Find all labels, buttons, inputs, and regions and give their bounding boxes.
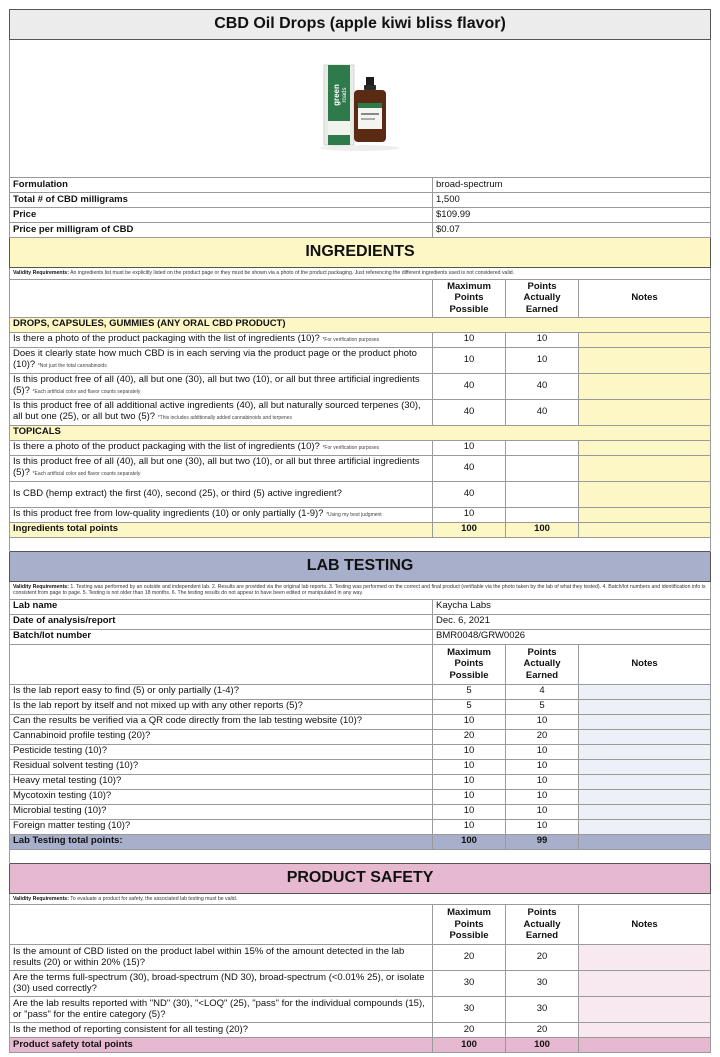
total-max: 100: [433, 522, 506, 537]
question-cell: [10, 729, 433, 744]
question-text: Can the results be verified via a QR code directly from the lab testing website (10)?: [13, 715, 363, 727]
notes-cell: [579, 507, 711, 522]
svg-text:green: green: [332, 83, 342, 106]
notes-cell: [579, 774, 711, 789]
total-earned: 100: [506, 1038, 579, 1053]
info-value: Dec. 6, 2021: [433, 614, 711, 629]
info-row: [10, 193, 711, 208]
group-heading: DROPS, CAPSULES, GUMMIES (ANY ORAL CBD PRODUCT): [10, 317, 711, 332]
notes-cell: [579, 684, 711, 699]
column-header-row: [10, 905, 711, 945]
question-text: Pesticide testing (10)?: [13, 745, 107, 757]
info-value: 1,500: [433, 193, 711, 208]
column-header-earned: Points Actually Earned: [506, 905, 579, 945]
question-cell: [10, 774, 433, 789]
notes-cell: [579, 997, 711, 1023]
max-points: 5: [433, 699, 506, 714]
section-heading-row: [10, 551, 711, 581]
question-note: *Each artificial color and flavor counts separately: [32, 471, 141, 477]
total-max: 100: [433, 834, 506, 849]
notes-cell: [579, 729, 711, 744]
earned-points: 5: [506, 699, 579, 714]
question-text: Is this product free of all additional active ingredients (40), all but naturally sourced terpenes (30), all but one (25), or all but two (5)?: [13, 400, 421, 422]
total-notes: [579, 522, 711, 537]
question-cell: [10, 819, 433, 834]
question-row: [10, 455, 711, 481]
earned-points: [506, 507, 579, 522]
question-cell: [10, 1023, 433, 1038]
column-header-max: Maximum Points Possible: [433, 644, 506, 684]
question-cell: [10, 373, 433, 399]
question-row: [10, 373, 711, 399]
scorecard-sheet: [9, 9, 710, 1053]
notes-cell: [579, 347, 711, 373]
validity-requirements: [10, 581, 711, 599]
question-text: Is there a photo of the product packaging with the list of ingredients (10)?: [13, 333, 320, 345]
info-label: Batch/lot number: [10, 629, 433, 644]
column-header-max: Maximum Points Possible: [433, 279, 506, 317]
question-text: Are the terms full-spectrum (30), broad-spectrum (ND 30), broad-spectrum (<0.01% 25), or isolate (30) used correctly?: [13, 971, 425, 994]
notes-cell: [579, 714, 711, 729]
question-row: [10, 729, 711, 744]
notes-cell: [579, 455, 711, 481]
max-points: 20: [433, 1023, 506, 1038]
question-text: Foreign matter testing (10)?: [13, 820, 131, 832]
notes-cell: [579, 332, 711, 347]
scorecard-body: [10, 10, 711, 1053]
earned-points: 10: [506, 347, 579, 373]
validity-label: Validity Requirements:: [13, 583, 69, 590]
spacer-cell: [10, 537, 711, 551]
product-image-cell: [10, 40, 711, 178]
question-note: *Using my best judgment: [326, 512, 382, 519]
question-row: [10, 699, 711, 714]
max-points: 10: [433, 440, 506, 455]
question-note: *Each artificial color and flavor counts separately: [32, 389, 141, 395]
group-heading-row: [10, 425, 711, 440]
column-header-notes: Notes: [579, 644, 711, 684]
total-row: [10, 834, 711, 849]
info-row: [10, 208, 711, 223]
earned-points: 20: [506, 945, 579, 971]
notes-cell: [579, 819, 711, 834]
max-points: 20: [433, 729, 506, 744]
info-label: Lab name: [10, 599, 433, 614]
section-heading: INGREDIENTS: [10, 238, 711, 268]
total-max: 100: [433, 1038, 506, 1053]
info-value: $109.99: [433, 208, 711, 223]
validity-requirements: [10, 893, 711, 905]
question-row: [10, 440, 711, 455]
question-text: Residual solvent testing (10)?: [13, 760, 139, 772]
question-cell: [10, 789, 433, 804]
earned-points: 30: [506, 971, 579, 997]
earned-points: 10: [506, 714, 579, 729]
spacer-cell: [10, 849, 711, 863]
earned-points: 20: [506, 1023, 579, 1038]
validity-text: To evaluate a product for safety, the associated lab testing must be valid.: [68, 895, 238, 902]
column-header-blank: [10, 279, 433, 317]
question-row: [10, 774, 711, 789]
notes-cell: [579, 804, 711, 819]
info-label: Formulation: [10, 178, 433, 193]
info-row: [10, 223, 711, 238]
question-cell: [10, 455, 433, 481]
info-row: [10, 629, 711, 644]
info-label: Price per milligram of CBD: [10, 223, 433, 238]
notes-cell: [579, 789, 711, 804]
question-text: Mycotoxin testing (10)?: [13, 790, 112, 802]
max-points: 10: [433, 759, 506, 774]
column-header-earned: Points Actually Earned: [506, 644, 579, 684]
validity-row: [10, 268, 711, 280]
question-row: [10, 971, 711, 997]
question-cell: [10, 804, 433, 819]
question-cell: [10, 347, 433, 373]
question-row: [10, 1023, 711, 1038]
notes-cell: [579, 481, 711, 507]
max-points: 30: [433, 997, 506, 1023]
notes-cell: [579, 759, 711, 774]
question-text: Is there a photo of the product packaging with the list of ingredients (10)?: [13, 441, 320, 453]
column-header-blank: [10, 644, 433, 684]
question-text: Cannabinoid profile testing (20)?: [13, 730, 151, 742]
max-points: 10: [433, 347, 506, 373]
question-row: [10, 332, 711, 347]
question-row: [10, 481, 711, 507]
max-points: 10: [433, 744, 506, 759]
column-header-earned: Points Actually Earned: [506, 279, 579, 317]
question-cell: [10, 684, 433, 699]
question-note: *For verification purposes: [322, 445, 380, 452]
notes-cell: [579, 945, 711, 971]
earned-points: [506, 481, 579, 507]
info-value: Kaycha Labs: [433, 599, 711, 614]
info-value: $0.07: [433, 223, 711, 238]
total-earned: 99: [506, 834, 579, 849]
total-label: Product safety total points: [10, 1038, 433, 1053]
validity-row: [10, 893, 711, 905]
column-header-row: [10, 279, 711, 317]
question-row: [10, 684, 711, 699]
max-points: 5: [433, 684, 506, 699]
earned-points: 4: [506, 684, 579, 699]
info-value: broad-spectrum: [433, 178, 711, 193]
total-notes: [579, 834, 711, 849]
info-label: Total # of CBD milligrams: [10, 193, 433, 208]
question-note: *Not just the total cannabinoids: [37, 363, 107, 369]
earned-points: 10: [506, 744, 579, 759]
notes-cell: [579, 699, 711, 714]
max-points: 10: [433, 789, 506, 804]
question-row: [10, 819, 711, 834]
max-points: 10: [433, 774, 506, 789]
section-heading: LAB TESTING: [10, 551, 711, 581]
question-text: Is CBD (hemp extract) the first (40), second (25), or third (5) active ingredient?: [13, 487, 342, 499]
validity-label: Validity Requirements:: [13, 270, 69, 276]
question-row: [10, 804, 711, 819]
group-heading-row: [10, 317, 711, 332]
question-note: *For verification purposes: [322, 337, 380, 344]
question-text: Is this product free of all (40), all but one (30), all but two (10), or all but three artificial ingredients (5)?: [13, 456, 420, 478]
question-cell: [10, 399, 433, 425]
question-row: [10, 399, 711, 425]
question-row: [10, 714, 711, 729]
question-text: Is the method of reporting consistent for all testing (20)?: [13, 1023, 248, 1035]
question-cell: [10, 440, 433, 455]
column-header-row: [10, 644, 711, 684]
notes-cell: [579, 373, 711, 399]
question-cell: [10, 507, 433, 522]
question-cell: [10, 945, 433, 971]
validity-text: 1. Testing was performed by an outside and independent lab. 2. Results are provided via the original lab reports. 3. Testing was performed on the correct and final product (verifiable via the photo taken by the lab of what they tested). 4. Batch/lot numbers and identification info is consistent from page to page. 5. Testing is not older than 18 months. 6. The testing results do not appear to have been edited or manipulated in any way.: [13, 583, 706, 596]
max-points: 10: [433, 804, 506, 819]
question-cell: [10, 971, 433, 997]
validity-label: Validity Requirements:: [13, 895, 69, 902]
product-title: CBD Oil Drops (apple kiwi bliss flavor): [10, 10, 711, 40]
question-cell: [10, 759, 433, 774]
total-label: Ingredients total points: [10, 522, 433, 537]
question-text: Is the amount of CBD listed on the product label within 15% of the amount detected in the lab results (20) or within 20% (15)?: [13, 945, 405, 968]
max-points: 10: [433, 714, 506, 729]
info-row: [10, 599, 711, 614]
earned-points: [506, 440, 579, 455]
question-row: [10, 744, 711, 759]
group-heading: TOPICALS: [10, 425, 711, 440]
question-cell: [10, 714, 433, 729]
earned-points: 20: [506, 729, 579, 744]
question-cell: [10, 332, 433, 347]
notes-cell: [579, 971, 711, 997]
info-row: [10, 178, 711, 193]
earned-points: 10: [506, 819, 579, 834]
svg-text:roads: roads: [342, 87, 349, 103]
question-row: [10, 759, 711, 774]
question-text: Is this product free from low-quality ingredients (10) or only partially (1-9)?: [13, 508, 324, 520]
section-spacer: [10, 849, 711, 863]
earned-points: 10: [506, 789, 579, 804]
question-row: [10, 997, 711, 1023]
question-cell: [10, 744, 433, 759]
info-value: BMR0048/GRW0026: [433, 629, 711, 644]
total-row: [10, 522, 711, 537]
question-text: Are the lab results reported with "ND" (30), "<LOQ" (25), "pass" for the individual compounds (15), or "pass" for the entire category (5)?: [13, 997, 425, 1020]
question-row: [10, 945, 711, 971]
product-photo-icon: [310, 59, 410, 155]
max-points: 40: [433, 373, 506, 399]
max-points: 30: [433, 971, 506, 997]
scorecard-table: [9, 9, 711, 1053]
column-header-blank: [10, 905, 433, 945]
question-text: Is the lab report by itself and not mixed up with any other reports (5)?: [13, 700, 303, 712]
max-points: 40: [433, 455, 506, 481]
question-row: [10, 507, 711, 522]
question-text: Microbial testing (10)?: [13, 805, 107, 817]
question-cell: [10, 481, 433, 507]
info-row: [10, 614, 711, 629]
earned-points: [506, 455, 579, 481]
question-text: Is this product free of all (40), all but one (30), all but two (10), or all but three artificial ingredients (5)?: [13, 374, 420, 396]
total-label: Lab Testing total points:: [10, 834, 433, 849]
max-points: 40: [433, 399, 506, 425]
earned-points: 10: [506, 332, 579, 347]
question-note: *This includes additionally added cannabinoids and terpenes: [157, 415, 292, 421]
max-points: 10: [433, 819, 506, 834]
question-cell: [10, 699, 433, 714]
question-text: Is the lab report easy to find (5) or only partially (1-4)?: [13, 685, 239, 697]
earned-points: 30: [506, 997, 579, 1023]
notes-cell: [579, 440, 711, 455]
column-header-notes: Notes: [579, 905, 711, 945]
total-row: [10, 1038, 711, 1053]
notes-cell: [579, 1023, 711, 1038]
total-notes: [579, 1038, 711, 1053]
max-points: 10: [433, 332, 506, 347]
earned-points: 10: [506, 804, 579, 819]
validity-text: An ingredients list must be explicitly listed on the product page or they must be shown via a photo of the product packaging. Just referencing the different ingredients used is not considered valid.: [68, 270, 515, 276]
question-row: [10, 789, 711, 804]
validity-requirements: [10, 268, 711, 280]
max-points: 10: [433, 507, 506, 522]
earned-points: 10: [506, 774, 579, 789]
section-heading-row: [10, 238, 711, 268]
max-points: 40: [433, 481, 506, 507]
total-earned: 100: [506, 522, 579, 537]
question-text: Does it clearly state how much CBD is in each serving via the product page or the product photo (10)?: [13, 348, 417, 370]
earned-points: 40: [506, 399, 579, 425]
column-header-max: Maximum Points Possible: [433, 905, 506, 945]
question-cell: [10, 997, 433, 1023]
section-heading: PRODUCT SAFETY: [10, 863, 711, 893]
earned-points: 10: [506, 759, 579, 774]
section-heading-row: [10, 863, 711, 893]
max-points: 20: [433, 945, 506, 971]
column-header-notes: Notes: [579, 279, 711, 317]
section-spacer: [10, 537, 711, 551]
question-text: Heavy metal testing (10)?: [13, 775, 122, 787]
earned-points: 40: [506, 373, 579, 399]
info-label: Date of analysis/report: [10, 614, 433, 629]
info-label: Price: [10, 208, 433, 223]
notes-cell: [579, 744, 711, 759]
notes-cell: [579, 399, 711, 425]
question-row: [10, 347, 711, 373]
validity-row: [10, 581, 711, 599]
